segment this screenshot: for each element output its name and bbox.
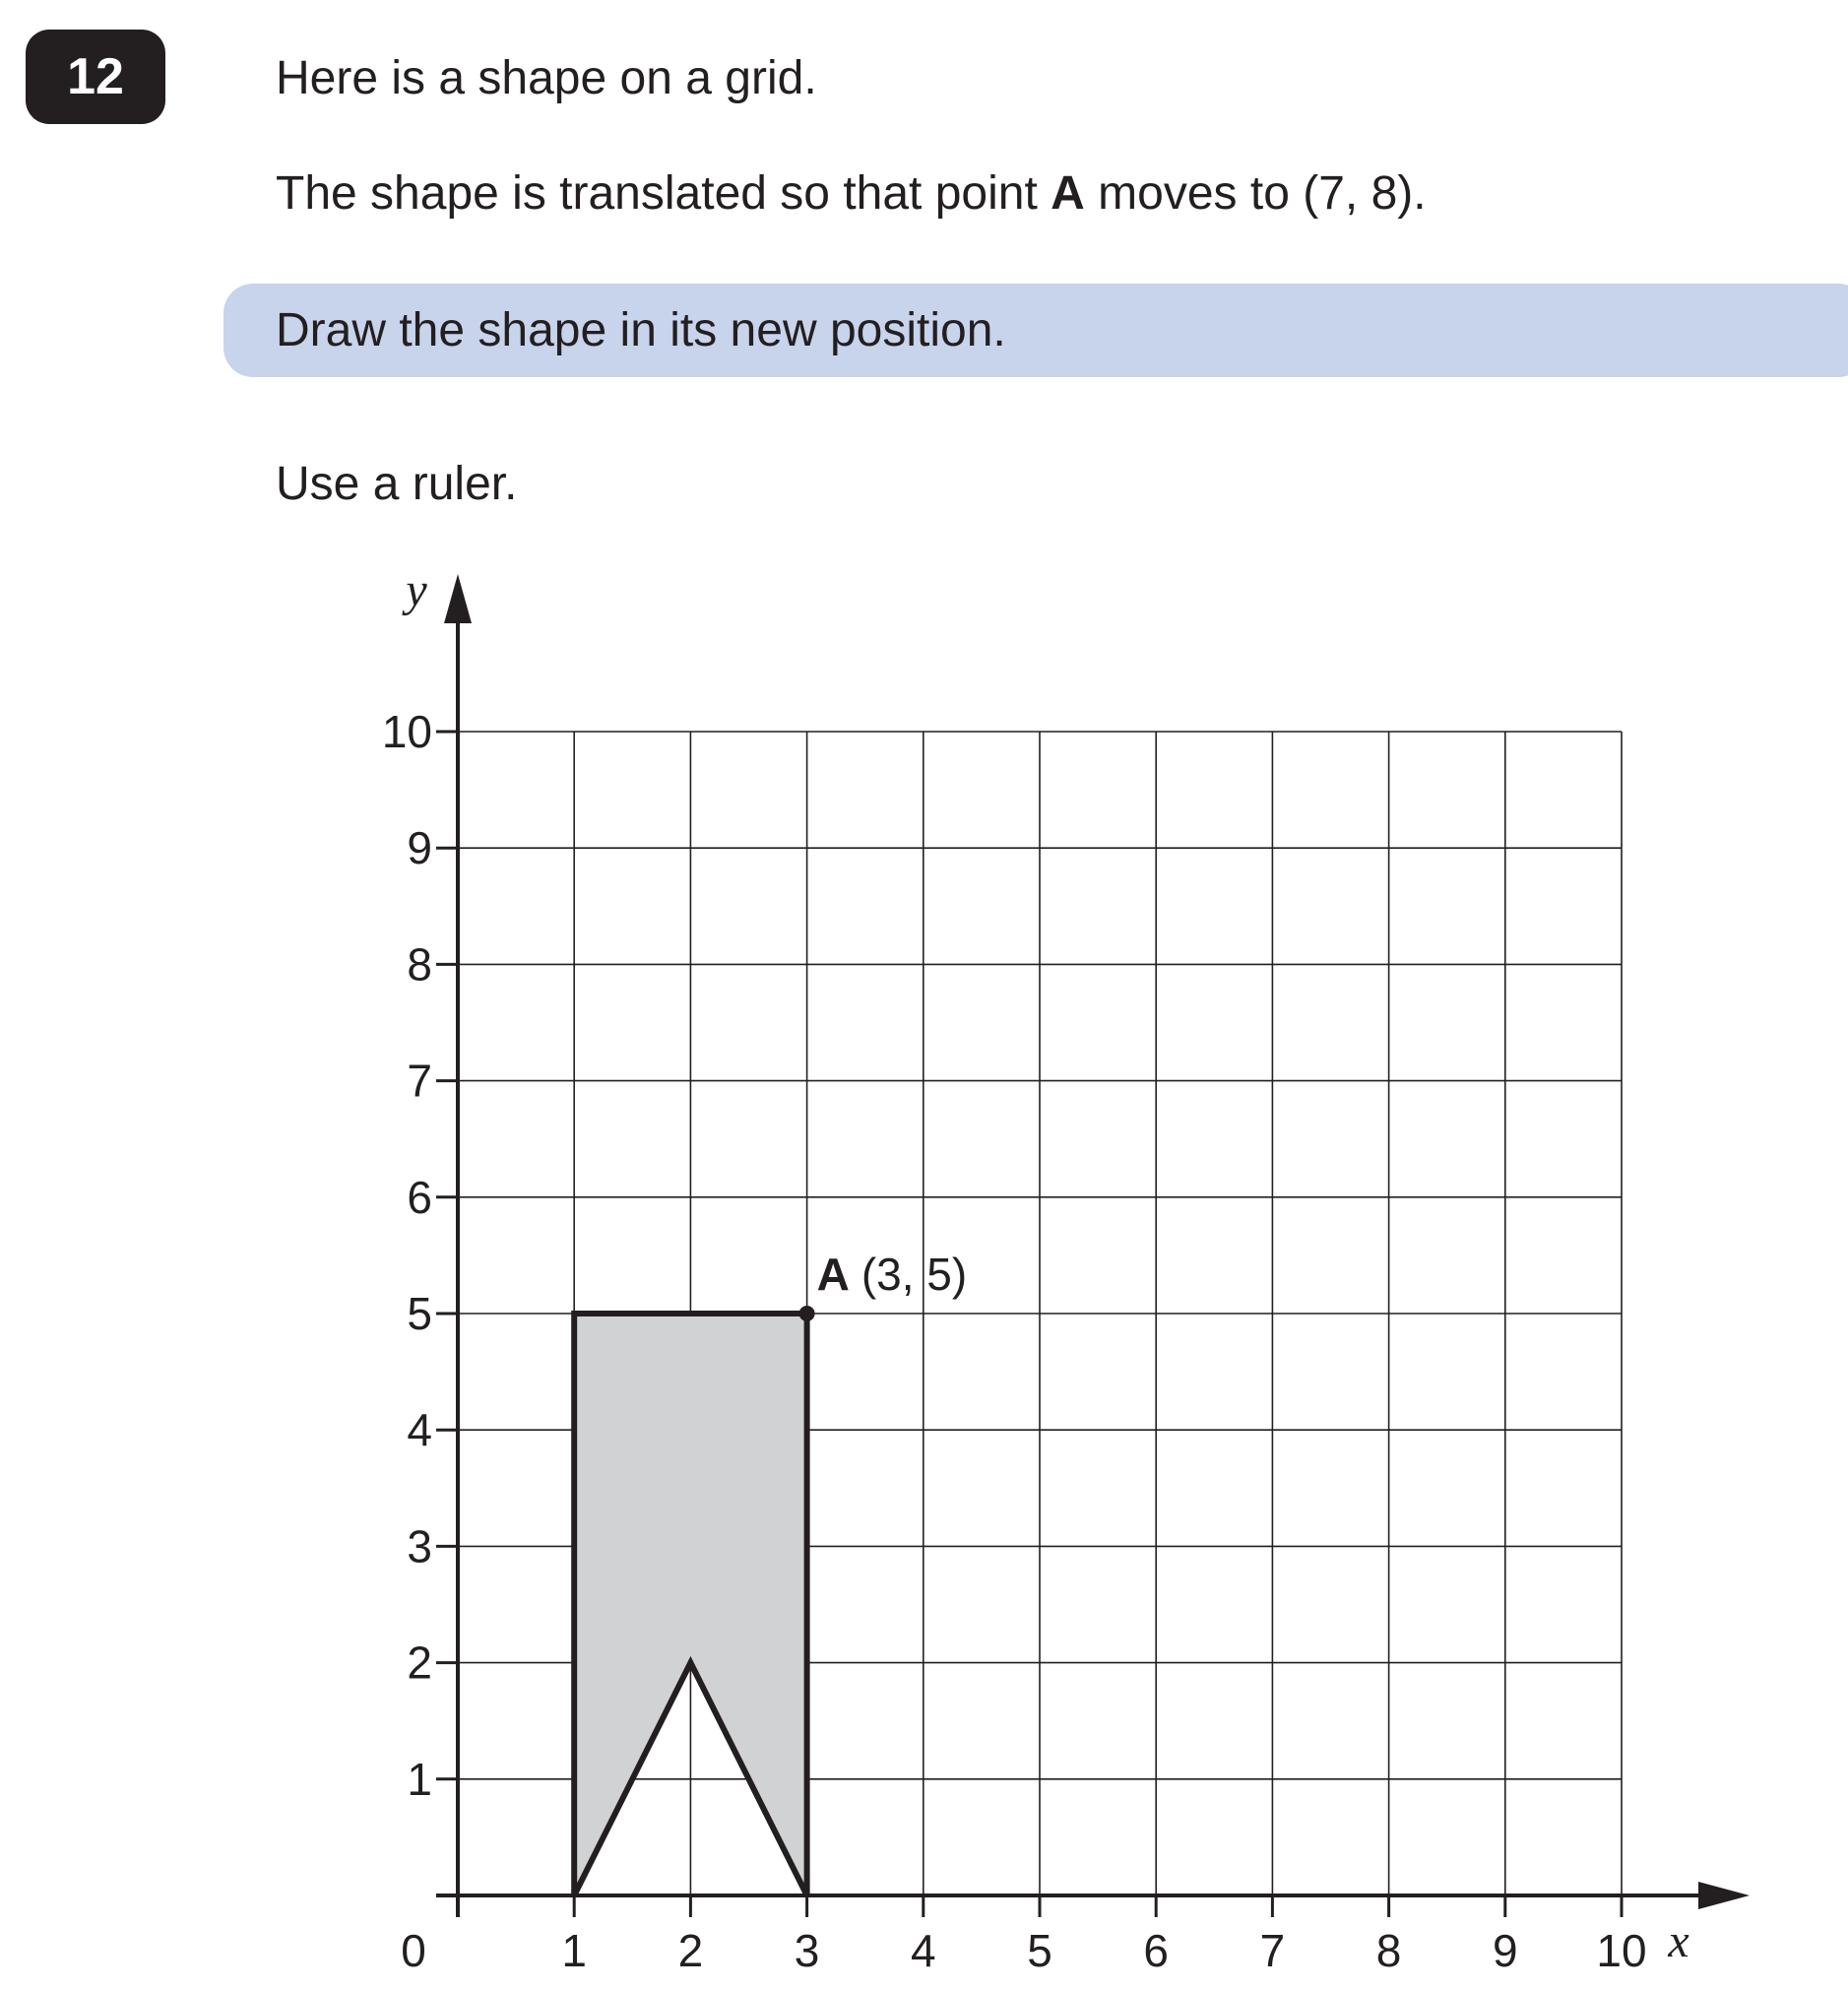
x-tick-label: 8 <box>1375 1925 1402 1976</box>
y-tick-label: 6 <box>407 1171 432 1223</box>
y-tick-label: 4 <box>407 1404 432 1456</box>
point-a-name: A <box>816 1249 850 1300</box>
instruction-text: Draw the shape in its new position. <box>276 304 1006 356</box>
question-number: 12 <box>67 48 124 105</box>
x-tick-label: 1 <box>561 1925 587 1976</box>
y-tick-label: 1 <box>407 1753 432 1805</box>
y-tick-label: 2 <box>407 1637 432 1689</box>
point-a-coords: (3, 5) <box>860 1249 968 1300</box>
detail-text-after: moves to (7, 8). <box>1084 167 1427 220</box>
origin-label: 0 <box>401 1925 426 1976</box>
y-tick-label: 9 <box>407 822 432 874</box>
x-tick-label: 10 <box>1596 1925 1647 1976</box>
point-a-marker <box>799 1306 815 1321</box>
y-tick-label: 7 <box>407 1055 432 1107</box>
point-a-label <box>817 1249 968 1300</box>
x-tick-label: 9 <box>1493 1925 1518 1976</box>
x-tick-label: 5 <box>1027 1925 1052 1976</box>
x-axis-label: x <box>1668 1915 1689 1967</box>
y-tick-label: 3 <box>407 1520 432 1573</box>
x-axis-arrow <box>1698 1882 1750 1909</box>
x-tick-label: 2 <box>677 1925 704 1976</box>
y-axis-arrow <box>444 574 472 623</box>
x-tick-label: 4 <box>911 1925 936 1976</box>
detail-point-name: A <box>1051 167 1085 220</box>
x-tick-label: 7 <box>1259 1925 1286 1976</box>
ruler-note: Use a ruler. <box>276 458 518 510</box>
y-tick-label: 8 <box>407 938 432 991</box>
question-intro: Here is a shape on a grid. <box>276 52 817 104</box>
x-tick-label: 6 <box>1143 1925 1169 1976</box>
x-tick-label: 3 <box>794 1925 820 1976</box>
y-tick-label: 10 <box>381 706 432 757</box>
y-axis-label: y <box>406 564 427 616</box>
detail-text-before: The shape is translated so that point <box>276 167 1051 220</box>
y-tick-label: 5 <box>407 1288 432 1339</box>
